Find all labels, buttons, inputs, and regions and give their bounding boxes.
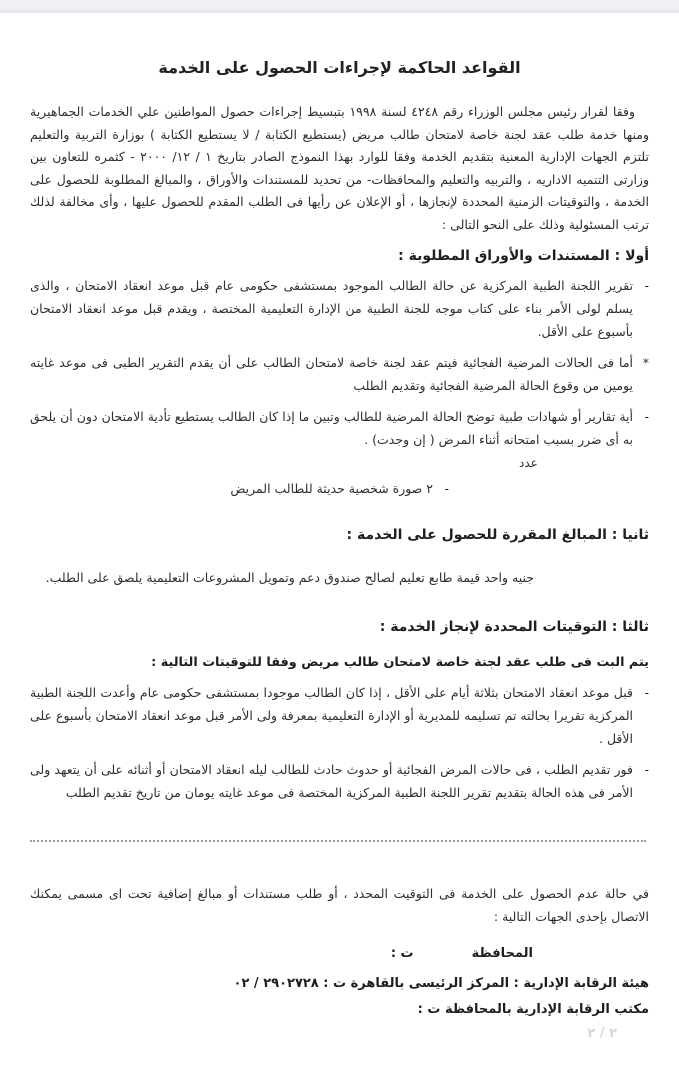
item-text: قبل موعد انعقاد الامتحان بثلاثة أيام على الأقل ، إذا كان الطالب موجودا بمستشفى حكومى عام وأعدت اللجنة الطبية المركزية تقريرا بحالته تم تسليمه للمديرية أو الإدارة التعليمية بمعرفة ولى الأمر قبل موعد انعقاد الامتحان بأسبوع على الأقل . [30, 685, 633, 746]
list-item [30, 274, 649, 343]
intro-paragraph: وفقا لقرار رئيس مجلس الوزراء رقم ٤٢٤٨ لسنة ١٩٩٨ بتبسيط إجراءات حصول المواطنين علي الخدمات الجماهيرية ومنها خدمة طلب عقد لجنة خاصة لامتحان طالب مريض (يستطيع الكتابة / لا يستطيع الكتابة ) بوزارة التربية والتعليم تلتزم الجهات الإدارية المعنية بتقديم الخدمة وفقا للوارد بهذا النموذج الصادر بتاريخ ١ / ١٢/ ٢٠٠٠ - كثمره للتعاون بين وزارتى التنميه الاداريه ، والتربيه والتعليم والمحافظات- من تحديد للمستندات والأوراق ، والمبالغ المطلوبة للحصول على الخدمة ، والتوقيتات الزمنية المحددة لإنجازها ، أو الإعلان عن رأيها فى الطلب المقدم للحصول عليها ، وأى مخالفة لذلك ترتب المسئولية وذلك على النحو التالى : [30, 104, 649, 232]
list-item [30, 681, 649, 750]
item-text: فور تقديم الطلب ، فى حالات المرض الفجائية أو حدوث حادث للطالب ليله انعقاد الامتحان أو أثنائه على أن يتعهد ولى الأمر فى هذه الحالة بتقديم تقرير اللجنة الطبية المركزية المختصة فى موعد غايته يومان من تاريخ تقديم الطلب [30, 762, 633, 800]
top-strip [0, 0, 679, 13]
complaint-paragraph: في حالة عدم الحصول على الخدمة فى التوقيت المحدد ، أو طلب مستندات أو مبالغ إضافية تحت اى مسمى يمكنك الاتصال بإحدى الجهات التالية : [30, 886, 649, 924]
oversight-office-line: مكتب الرقابة الإدارية بالمحافظة ت : [417, 1002, 649, 1017]
item-text: أية تقارير أو شهادات طبية توضح الحالة المرضية للطالب وتبين ما إذا كان الطالب يستطيع تأدية الامتحان دون أن يلحق به أى ضرر بسبب امتحانه أثناء المرض ( إن وجدت) . [30, 409, 633, 447]
page-number: ٢ / ٢ [587, 1026, 617, 1041]
item-text: أما فى الحالات المرضية الفجائية فيتم عقد لجنة خاصة لامتحان الطالب على أن يقدم التقرير الطبى فى موعد غايته يومين من وقوع الحالة المرضية الفجائية وتقديم الطلب [30, 355, 633, 393]
item-marker: - [644, 762, 649, 777]
oversight-authority-line: هيئة الرقابة الإدارية : المركز الرئيسى بالقاهرة ت : ٢٩٠٢٧٢٨ / ٠٢ [233, 976, 649, 991]
phone-label: ت : [390, 946, 414, 961]
section-three-heading: ثالثا : التوقيتات المحددة لإنجاز الخدمة : [379, 619, 649, 635]
count-label: عدد [519, 456, 538, 470]
item-marker: - [644, 278, 649, 293]
section-two-heading: ثانيا : المبالغ المقررة للحصول على الخدمة : [346, 527, 649, 543]
item-marker: - [444, 481, 449, 496]
item-text: ٢ صورة شخصية حديثة للطالب المريض [230, 481, 433, 496]
list-item [30, 405, 649, 451]
document-title: القواعد الحاكمة لإجراءات الحصول على الخدمة [158, 58, 521, 77]
item-marker: - [644, 685, 649, 700]
section-one-heading: أولا : المستندات والأوراق المطلوبة : [398, 248, 649, 264]
document-content [0, 13, 679, 1020]
governorate-label: المحافظة [471, 946, 533, 961]
item-marker: * [642, 355, 649, 370]
photo-item [30, 479, 449, 499]
timing-lead: يتم البت فى طلب عقد لجنة خاصة لامتحان طالب مريض وفقا للتوقيتات التالية : [151, 655, 649, 670]
list-item [30, 758, 649, 804]
fee-text: جنيه واحد قيمة طابع تعليم لصالح صندوق دعم وتمويل المشروعات التعليمية يلصق على الطلب. [45, 570, 534, 585]
item-text: تقرير اللجنة الطبية المركزية عن حالة الطالب الموجود بمستشفى حكومى عام قبل موعد انعقاد الامتحان ، والذى يسلم لولى الأمر بناء على كتاب موجه للجنة الطبية من الإدارة التعليمية المختصة ، ويقدم قبل موعد انعقاد الامتحان بأسبوع على الأقل. [30, 278, 633, 339]
list-item [30, 351, 649, 397]
dotted-separator [30, 840, 646, 842]
governorate-line [30, 944, 533, 964]
item-marker: - [644, 409, 649, 424]
